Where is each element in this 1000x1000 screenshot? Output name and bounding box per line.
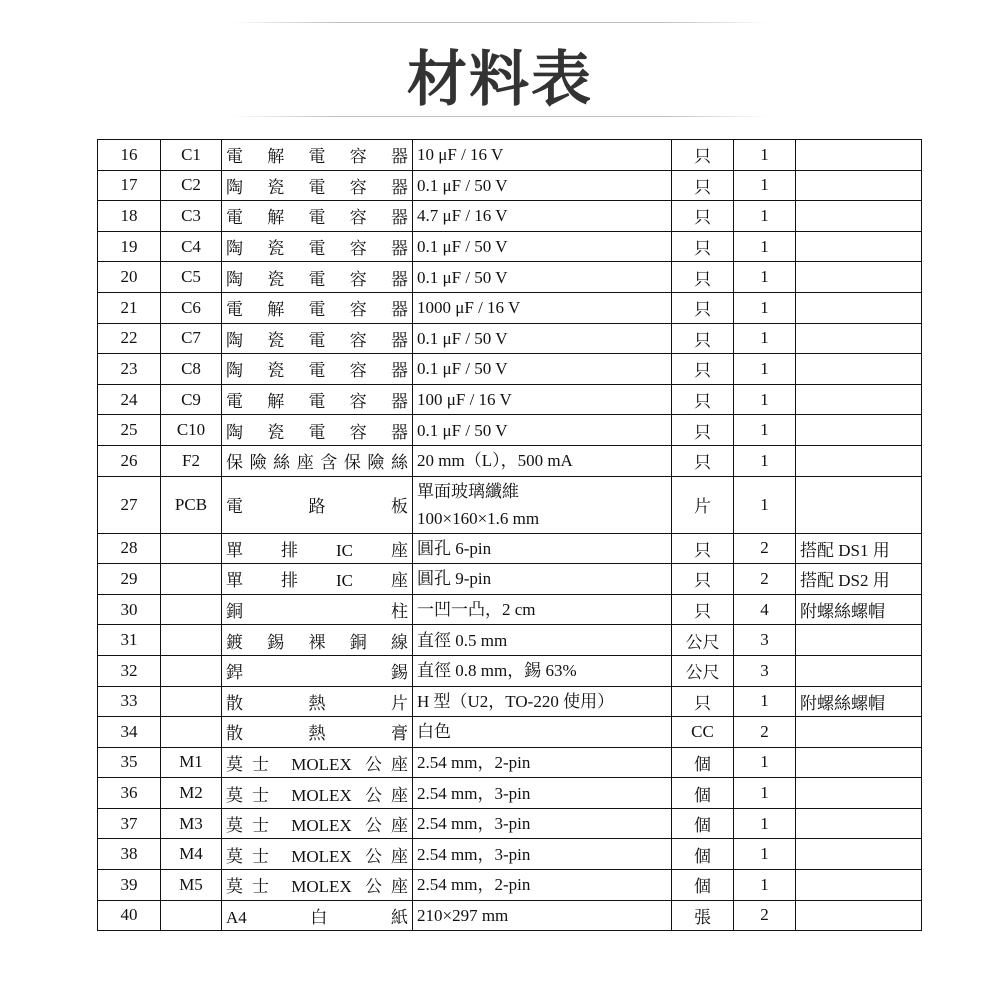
specification-line: 0.1 μF / 50 V: [417, 328, 508, 348]
specification-cell: [413, 445, 672, 476]
reference-designator-cell: C5: [161, 262, 222, 293]
note-cell: [796, 747, 922, 778]
specification-line: 2.54 mm，2-pin: [417, 752, 531, 772]
quantity-cell: 1: [734, 476, 796, 533]
specification-line: 直徑 0.5 mm: [417, 630, 508, 650]
table-row: [98, 625, 922, 656]
reference-designator-cell: [161, 686, 222, 717]
reference-designator-cell: M5: [161, 870, 222, 901]
quantity-cell: 3: [734, 625, 796, 656]
specification-cell: [413, 839, 672, 870]
unit-cell: 只: [672, 292, 734, 323]
item-number-cell: 18: [98, 201, 161, 232]
specification-line: 2.54 mm，2-pin: [417, 875, 531, 895]
item-number-cell: 39: [98, 870, 161, 901]
part-name-cell: 陶瓷電容器: [222, 354, 413, 385]
table-row: [98, 564, 922, 595]
specification-line: H 型（U2，TO-220 使用）: [417, 691, 615, 711]
specification-cell: [413, 262, 672, 293]
bom-table-body: [98, 140, 922, 931]
item-number-cell: 36: [98, 778, 161, 809]
reference-designator-cell: C9: [161, 384, 222, 415]
specification-cell: [413, 231, 672, 262]
note-cell: [796, 170, 922, 201]
unit-cell: 只: [672, 533, 734, 564]
unit-cell: 公尺: [672, 625, 734, 656]
reference-designator-cell: F2: [161, 445, 222, 476]
specification-cell: [413, 900, 672, 931]
specification-line: 0.1 μF / 50 V: [417, 267, 508, 287]
item-number-cell: 16: [98, 140, 161, 171]
reference-designator-cell: [161, 594, 222, 625]
note-cell: 附螺絲螺帽: [796, 686, 922, 717]
note-cell: 附螺絲螺帽: [796, 594, 922, 625]
reference-designator-cell: C1: [161, 140, 222, 171]
reference-designator-cell: M4: [161, 839, 222, 870]
page-title: 材料表: [407, 45, 593, 115]
quantity-cell: 2: [734, 900, 796, 931]
title-bottom-rule: [230, 116, 770, 117]
unit-cell: 只: [672, 564, 734, 595]
specification-cell: [413, 354, 672, 385]
item-number-cell: 35: [98, 747, 161, 778]
part-name-cell: 單排IC座: [222, 564, 413, 595]
table-row: [98, 262, 922, 293]
reference-designator-cell: [161, 533, 222, 564]
unit-cell: CC: [672, 717, 734, 748]
quantity-cell: 4: [734, 594, 796, 625]
table-row: [98, 870, 922, 901]
part-name-cell: 電解電容器: [222, 201, 413, 232]
table-row: [98, 717, 922, 748]
part-name-cell: 電路板: [222, 476, 413, 533]
specification-cell: [413, 170, 672, 201]
part-name-cell: 莫士 MOLEX 公座: [222, 839, 413, 870]
quantity-cell: 2: [734, 717, 796, 748]
reference-designator-cell: C2: [161, 170, 222, 201]
specification-line: 100 μF / 16 V: [417, 390, 512, 410]
specification-line: 10 μF / 16 V: [417, 145, 504, 165]
unit-cell: 只: [672, 231, 734, 262]
reference-designator-cell: C6: [161, 292, 222, 323]
item-number-cell: 34: [98, 717, 161, 748]
table-row: [98, 292, 922, 323]
quantity-cell: 1: [734, 201, 796, 232]
specification-cell: [413, 323, 672, 354]
item-number-cell: 29: [98, 564, 161, 595]
table-row: [98, 231, 922, 262]
part-name-cell: 銅柱: [222, 594, 413, 625]
quantity-cell: 1: [734, 445, 796, 476]
part-name-cell: 莫士 MOLEX 公座: [222, 778, 413, 809]
note-cell: [796, 870, 922, 901]
table-row: [98, 808, 922, 839]
quantity-cell: 2: [734, 533, 796, 564]
item-number-cell: 38: [98, 839, 161, 870]
note-cell: [796, 839, 922, 870]
table-row: [98, 323, 922, 354]
bill-of-materials-table: [97, 139, 922, 931]
quantity-cell: 3: [734, 655, 796, 686]
specification-line: 100×160×1.6 mm: [417, 508, 540, 528]
specification-cell: [413, 655, 672, 686]
note-cell: [796, 292, 922, 323]
quantity-cell: 1: [734, 686, 796, 717]
specification-line: 210×297 mm: [417, 905, 509, 925]
note-cell: 搭配 DS2 用: [796, 564, 922, 595]
reference-designator-cell: PCB: [161, 476, 222, 533]
specification-line: 圓孔 9-pin: [417, 569, 492, 589]
unit-cell: 片: [672, 476, 734, 533]
specification-line: 2.54 mm，3-pin: [417, 783, 531, 803]
unit-cell: 公尺: [672, 655, 734, 686]
item-number-cell: 30: [98, 594, 161, 625]
part-name-cell: 保險絲座含保險絲: [222, 445, 413, 476]
note-cell: [796, 323, 922, 354]
reference-designator-cell: C8: [161, 354, 222, 385]
note-cell: [796, 231, 922, 262]
specification-line: 20 mm（L），500 mA: [417, 451, 573, 471]
part-name-cell: 陶瓷電容器: [222, 170, 413, 201]
item-number-cell: 32: [98, 655, 161, 686]
specification-cell: [413, 201, 672, 232]
reference-designator-cell: M3: [161, 808, 222, 839]
reference-designator-cell: [161, 717, 222, 748]
item-number-cell: 23: [98, 354, 161, 385]
unit-cell: 只: [672, 445, 734, 476]
unit-cell: 個: [672, 808, 734, 839]
table-row: [98, 476, 922, 533]
unit-cell: 只: [672, 170, 734, 201]
part-name-cell: 鍍錫裸銅線: [222, 625, 413, 656]
unit-cell: 個: [672, 870, 734, 901]
table-row: [98, 686, 922, 717]
table-row: [98, 533, 922, 564]
specification-cell: [413, 292, 672, 323]
unit-cell: 只: [672, 686, 734, 717]
part-name-cell: 陶瓷電容器: [222, 415, 413, 446]
item-number-cell: 40: [98, 900, 161, 931]
quantity-cell: 1: [734, 231, 796, 262]
item-number-cell: 28: [98, 533, 161, 564]
specification-line: 直徑 0.8 mm，錫 63%: [417, 661, 577, 681]
item-number-cell: 19: [98, 231, 161, 262]
specification-line: 圓孔 6-pin: [417, 538, 492, 558]
reference-designator-cell: C3: [161, 201, 222, 232]
specification-line: 2.54 mm，3-pin: [417, 814, 531, 834]
part-name-cell: 莫士 MOLEX 公座: [222, 808, 413, 839]
table-row: [98, 354, 922, 385]
item-number-cell: 21: [98, 292, 161, 323]
unit-cell: 只: [672, 594, 734, 625]
reference-designator-cell: [161, 900, 222, 931]
table-row: [98, 839, 922, 870]
note-cell: [796, 900, 922, 931]
item-number-cell: 37: [98, 808, 161, 839]
unit-cell: 只: [672, 323, 734, 354]
note-cell: [796, 476, 922, 533]
note-cell: [796, 445, 922, 476]
note-cell: [796, 384, 922, 415]
table-row: [98, 778, 922, 809]
table-row: [98, 445, 922, 476]
part-name-cell: 電解電容器: [222, 140, 413, 171]
reference-designator-cell: M1: [161, 747, 222, 778]
quantity-cell: 1: [734, 292, 796, 323]
part-name-cell: 莫士 MOLEX 公座: [222, 747, 413, 778]
specification-cell: [413, 384, 672, 415]
note-cell: [796, 201, 922, 232]
specification-cell: [413, 686, 672, 717]
part-name-cell: 莫士 MOLEX 公座: [222, 870, 413, 901]
quantity-cell: 1: [734, 354, 796, 385]
title-top-rule: [230, 22, 770, 23]
specification-line: 1000 μF / 16 V: [417, 298, 521, 318]
table-row: [98, 384, 922, 415]
quantity-cell: 1: [734, 140, 796, 171]
item-number-cell: 25: [98, 415, 161, 446]
unit-cell: 只: [672, 201, 734, 232]
part-name-cell: 散熱膏: [222, 717, 413, 748]
reference-designator-cell: C7: [161, 323, 222, 354]
part-name-cell: 散熱片: [222, 686, 413, 717]
reference-designator-cell: [161, 564, 222, 595]
unit-cell: 只: [672, 384, 734, 415]
part-name-cell: 陶瓷電容器: [222, 323, 413, 354]
unit-cell: 只: [672, 140, 734, 171]
specification-cell: [413, 778, 672, 809]
specification-line: 0.1 μF / 50 V: [417, 175, 508, 195]
specification-line: 單面玻璃纖維: [417, 481, 519, 501]
part-name-cell: 銲錫: [222, 655, 413, 686]
item-number-cell: 24: [98, 384, 161, 415]
quantity-cell: 1: [734, 747, 796, 778]
specification-cell: [413, 415, 672, 446]
note-cell: [796, 354, 922, 385]
specification-line: 0.1 μF / 50 V: [417, 359, 508, 379]
table-row: [98, 201, 922, 232]
note-cell: 搭配 DS1 用: [796, 533, 922, 564]
note-cell: [796, 262, 922, 293]
specification-cell: [413, 594, 672, 625]
reference-designator-cell: C10: [161, 415, 222, 446]
specification-line: 4.7 μF / 16 V: [417, 206, 508, 226]
unit-cell: 個: [672, 778, 734, 809]
unit-cell: 只: [672, 354, 734, 385]
table-row: [98, 415, 922, 446]
specification-cell: [413, 747, 672, 778]
specification-cell: [413, 870, 672, 901]
part-name-cell: 單排IC座: [222, 533, 413, 564]
specification-cell: [413, 717, 672, 748]
quantity-cell: 1: [734, 323, 796, 354]
quantity-cell: 1: [734, 778, 796, 809]
item-number-cell: 26: [98, 445, 161, 476]
item-number-cell: 20: [98, 262, 161, 293]
item-number-cell: 17: [98, 170, 161, 201]
quantity-cell: 1: [734, 170, 796, 201]
item-number-cell: 31: [98, 625, 161, 656]
part-name-cell: A4白紙: [222, 900, 413, 931]
part-name-cell: 電解電容器: [222, 292, 413, 323]
specification-line: 白色: [417, 722, 451, 742]
note-cell: [796, 655, 922, 686]
note-cell: [796, 778, 922, 809]
part-name-cell: 陶瓷電容器: [222, 262, 413, 293]
table-row: [98, 655, 922, 686]
note-cell: [796, 717, 922, 748]
table-row: [98, 747, 922, 778]
quantity-cell: 1: [734, 870, 796, 901]
specification-cell: [413, 808, 672, 839]
note-cell: [796, 415, 922, 446]
specification-cell: [413, 625, 672, 656]
specification-line: 2.54 mm，3-pin: [417, 844, 531, 864]
table-row: [98, 140, 922, 171]
unit-cell: 個: [672, 747, 734, 778]
specification-cell: [413, 533, 672, 564]
reference-designator-cell: [161, 625, 222, 656]
item-number-cell: 27: [98, 476, 161, 533]
title-area: [0, 0, 1000, 120]
item-number-cell: 22: [98, 323, 161, 354]
quantity-cell: 1: [734, 384, 796, 415]
table-row: [98, 594, 922, 625]
quantity-cell: 1: [734, 839, 796, 870]
table-row: [98, 170, 922, 201]
reference-designator-cell: C4: [161, 231, 222, 262]
table-row: [98, 900, 922, 931]
unit-cell: 只: [672, 415, 734, 446]
quantity-cell: 2: [734, 564, 796, 595]
quantity-cell: 1: [734, 262, 796, 293]
unit-cell: 個: [672, 839, 734, 870]
specification-cell: [413, 564, 672, 595]
specification-cell: [413, 476, 672, 533]
note-cell: [796, 140, 922, 171]
unit-cell: 張: [672, 900, 734, 931]
part-name-cell: 電解電容器: [222, 384, 413, 415]
specification-line: 0.1 μF / 50 V: [417, 237, 508, 257]
part-name-cell: 陶瓷電容器: [222, 231, 413, 262]
item-number-cell: 33: [98, 686, 161, 717]
note-cell: [796, 808, 922, 839]
specification-line: 一凹一凸，2 cm: [417, 600, 536, 620]
quantity-cell: 1: [734, 415, 796, 446]
unit-cell: 只: [672, 262, 734, 293]
reference-designator-cell: [161, 655, 222, 686]
specification-cell: [413, 140, 672, 171]
specification-line: 0.1 μF / 50 V: [417, 420, 508, 440]
reference-designator-cell: M2: [161, 778, 222, 809]
note-cell: [796, 625, 922, 656]
quantity-cell: 1: [734, 808, 796, 839]
